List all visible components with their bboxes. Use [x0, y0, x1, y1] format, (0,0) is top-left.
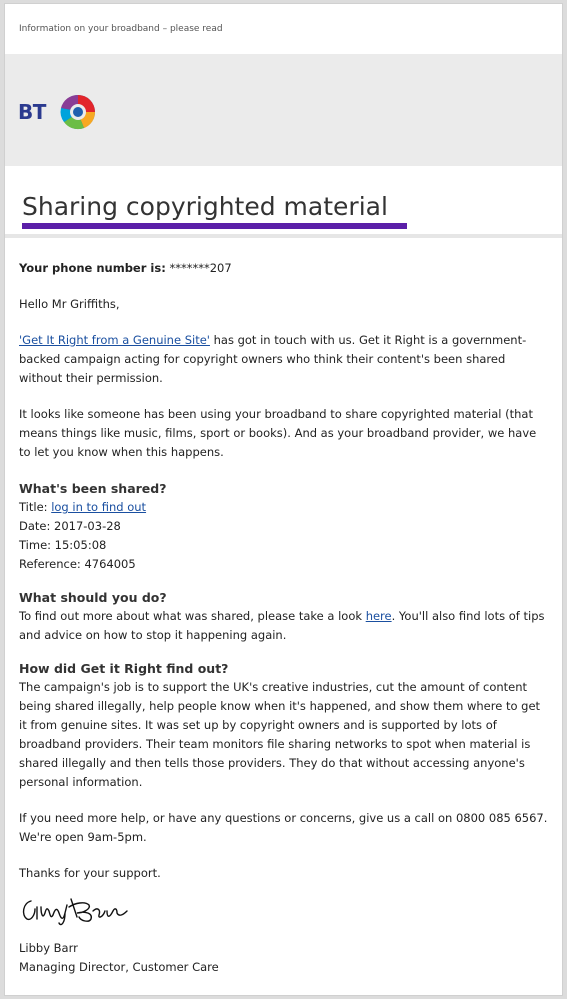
phone-label: Your phone number is: [19, 261, 166, 275]
message-content [19, 259, 549, 977]
shared-date: Date: 2017-03-28 [19, 519, 121, 533]
action-heading: What should you do? [19, 590, 167, 605]
login-link[interactable]: log in to find out [51, 500, 147, 514]
notice-paragraph: It looks like someone has been using your broadband to share copyrighted material (that means things like music, films, sport or books). And as your broadband provider, we have to let you know when this happens. [19, 407, 537, 459]
greeting: Hello Mr Griffiths, [19, 297, 120, 311]
shared-heading: What's been shared? [19, 481, 167, 496]
signature-image [19, 893, 549, 933]
shared-time: Time: 15:05:08 [19, 538, 107, 552]
bt-logo-text: BT [18, 100, 46, 124]
intro-paragraph [19, 331, 549, 388]
phone-value: *******207 [165, 261, 232, 275]
action-text-after: . You'll also find lots of tips and advice on how to stop it happening again. [19, 609, 545, 642]
logo-banner [5, 54, 562, 166]
title-underline-bar [22, 223, 407, 229]
shared-section [19, 479, 549, 574]
here-link[interactable]: here [365, 609, 392, 623]
intro-text: has got in touch with us. Get it Right is a government-backed campaign acting for copyright owners who think their content's been shared without their permission. [19, 333, 527, 385]
preheader-text: Information on your broadband – please read [19, 24, 223, 34]
shared-title-label: Title: [19, 500, 52, 514]
help-paragraph: If you need more help, or have any questions or concerns, give us a call on 0800 085 6567. We're open 9am-5pm. [19, 811, 548, 844]
signature-icon [19, 893, 129, 929]
action-section [19, 588, 549, 645]
phone-line [19, 259, 549, 278]
bt-globe-icon [58, 92, 98, 132]
signer-name: Libby Barr [19, 941, 78, 955]
headline-area [5, 166, 562, 236]
action-text-before: To find out more about what was shared, please take a look [19, 609, 366, 623]
signer-role: Managing Director, Customer Care [19, 960, 219, 974]
how-text: The campaign's job is to support the UK's creative industries, cut the amount of content being shared illegally, help people know when it's happened, and show them where to get it from genuine sites. It was set up by copyright owners and is supported by lots of broadband providers. Their team monitors file sharing networks to spot when material is shared illegally and then tells those providers. They do that without accessing anyone's personal information. [19, 680, 541, 789]
shared-title-line [19, 498, 549, 517]
thanks-line: Thanks for your support. [19, 866, 161, 880]
action-text [19, 607, 549, 645]
how-section [19, 659, 549, 792]
divider [5, 234, 562, 238]
page-title: Sharing copyrighted material [22, 192, 388, 221]
email-body [4, 3, 563, 996]
bt-logo[interactable] [18, 92, 118, 132]
get-it-right-link[interactable]: 'Get It Right from a Genuine Site' [19, 333, 210, 347]
shared-reference: Reference: 4764005 [19, 557, 136, 571]
how-heading: How did Get it Right find out? [19, 661, 229, 676]
